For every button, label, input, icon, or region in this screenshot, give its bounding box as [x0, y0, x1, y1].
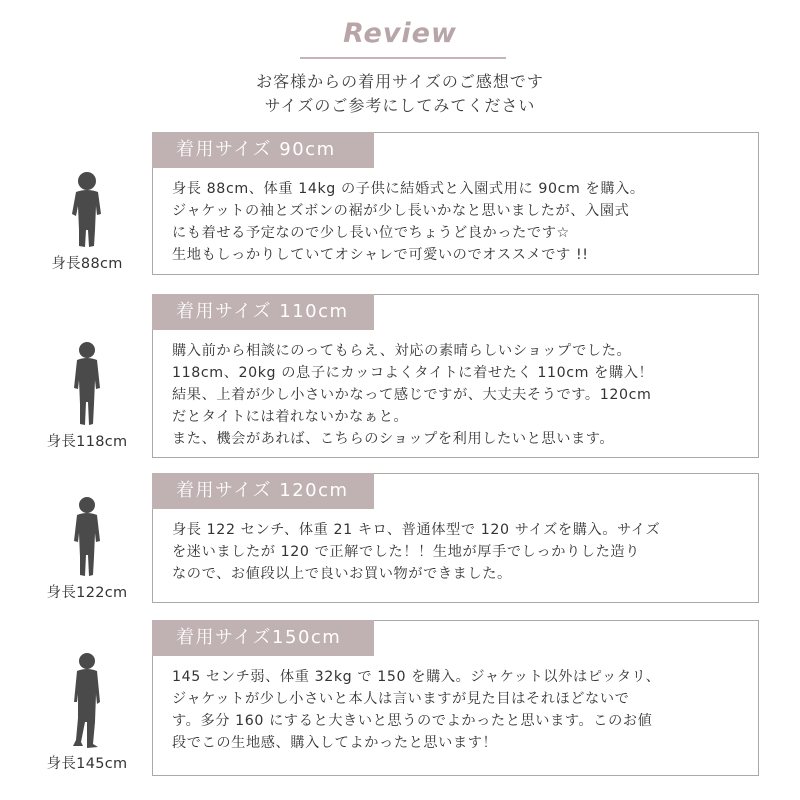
review-line: 購入前から相談にのってもらえ、対応の素晴らしいショップでした。: [172, 343, 632, 359]
review-text: [172, 340, 746, 450]
height-figure-1: [32, 170, 142, 273]
intro-line: お客様からの着用サイズのご感想です: [256, 72, 544, 91]
review-line: また、機会があれば、こちらのショップを利用したいと思います。: [172, 431, 615, 447]
intro-line: サイズのご参考にしてみてください: [264, 96, 536, 115]
size-tag: 着用サイズ 90cm: [152, 132, 374, 168]
height-label: 身長145cm: [46, 756, 128, 772]
review-text: [172, 178, 746, 266]
review-card-3: [152, 473, 759, 603]
height-label: 身長122cm: [46, 585, 128, 601]
page-title: Review: [343, 18, 457, 49]
review-line: 身長 88cm、体重 14kg の子供に結婚式と入園式用に 90cm を購入。: [172, 181, 645, 197]
review-line: にも着せる予定なので少し長い位でちょうど良かったです☆: [172, 225, 570, 241]
height-figure-4: [32, 652, 142, 773]
size-tag: 着用サイズ 120cm: [152, 473, 374, 509]
height-label: 身長88cm: [51, 256, 123, 272]
review-line: 118cm、20kg の息子にカッコよくタイトに着せたく 110cm を購入！: [172, 365, 654, 381]
height-figure-3: [32, 495, 142, 602]
intro-text: [0, 70, 800, 118]
review-line: ジャケットの袖とズボンの裾が少し長いかなと思いましたが、入園式: [172, 203, 630, 219]
toddler-silhouette-icon: [67, 170, 107, 250]
review-card-1: [152, 132, 759, 275]
child-silhouette-icon: [67, 340, 107, 428]
review-text: [172, 666, 746, 754]
title-divider: [300, 57, 506, 59]
review-line: だとタイトには着れないかなぁと。: [172, 409, 409, 425]
size-tag: 着用サイズ 110cm: [152, 294, 374, 330]
size-tag: 着用サイズ150cm: [152, 620, 374, 656]
review-line: を迷いましたが 120 で正解でした！！生地が厚手でしっかりした造り: [172, 544, 640, 560]
review-line: 生地もしっかりしていてオシャレで可愛いのでオススメです !!: [172, 247, 589, 263]
review-line: 145 センチ弱、体重 32kg で 150 を購入。ジャケット以外はピッタリ、: [172, 669, 661, 685]
review-line: 結果、上着が少し小さいかなって感じですが、大丈夫そうです。120cm: [172, 387, 652, 403]
review-line: す。多分 160 にすると大きいと思うのでよかったと思います。このお値: [172, 713, 653, 729]
child-silhouette-icon: [67, 495, 107, 579]
height-figure-2: [32, 340, 142, 451]
review-card-2: [152, 294, 759, 458]
review-line: ジャケットが少し小さいと本人は言いますが見た目はそれほどないで: [172, 691, 630, 707]
review-line: 段でこの生地感、購入してよかったと思います！: [172, 735, 498, 751]
review-text: [172, 519, 746, 585]
review-line: 身長 122 センチ、体重 21 キロ、普通体型で 120 サイズを購入。サイズ: [172, 522, 661, 538]
review-line: なので、お値段以上で良いお買い物ができました。: [172, 566, 512, 582]
boy-silhouette-icon: [65, 652, 109, 750]
review-card-4: [152, 620, 759, 776]
height-label: 身長118cm: [46, 434, 128, 450]
